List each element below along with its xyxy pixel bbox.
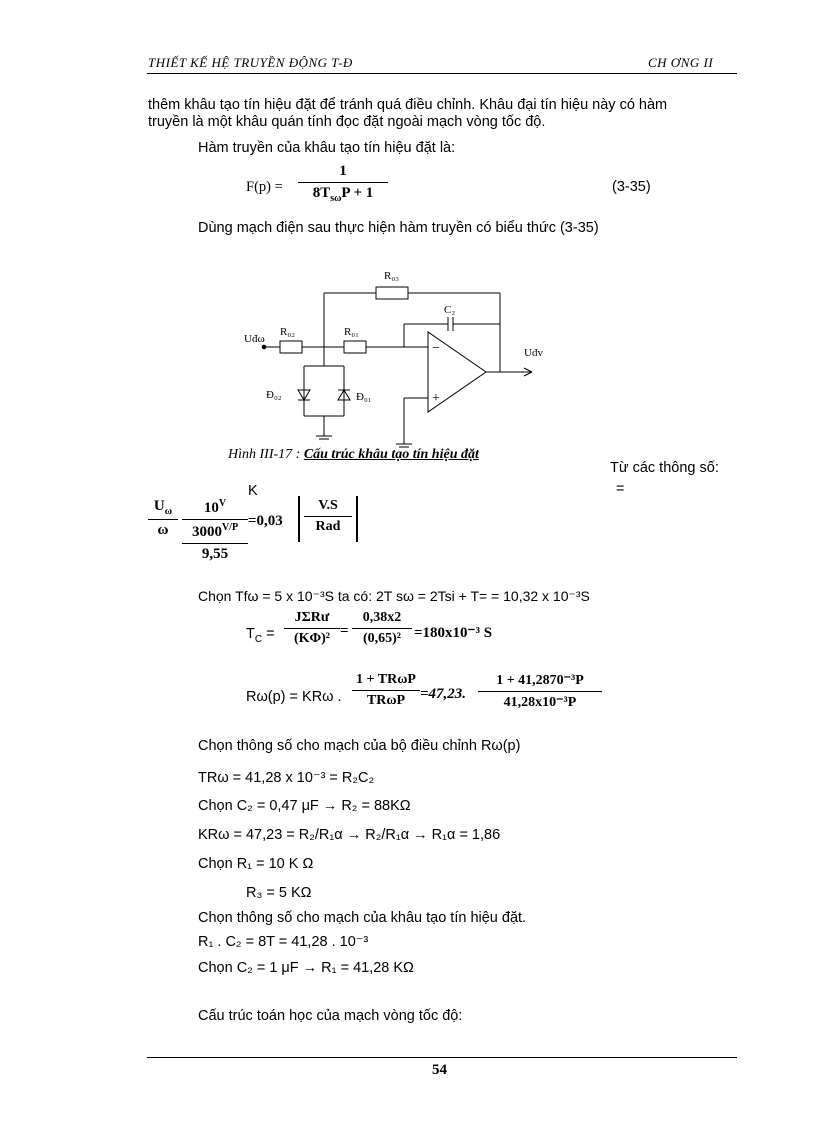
line-choose-signal: Chọn thông số cho mạch của khâu tạo tín hiệu đặt. — [198, 910, 527, 926]
line-choose-r1: Chọn R₁ = 10 K Ω — [198, 856, 314, 872]
tc-lhs: $T_C$ = — [246, 626, 275, 645]
line-r3: R₃ = 5 KΩ — [246, 885, 312, 901]
footer-rule — [147, 1057, 737, 1058]
figure-title: Cấu trúc khâu tạo tín hiệu đặt — [303, 447, 479, 462]
line-r1c2: R₁ . C₂ = 8T = 41,28 . 10⁻³ — [198, 934, 369, 950]
line-trw: TRω = 41,28 x 10⁻³ = R₂C₂ — [198, 770, 375, 786]
rw-num2: 1 + 41,2870⁻³P — [496, 673, 584, 688]
label-u-out: Uđv — [524, 347, 543, 359]
k-eq-main-fraction — [182, 498, 248, 563]
eq335-fraction — [298, 163, 388, 204]
params-text: Từ các thông số: — [610, 460, 719, 476]
tc-num: JΣRư — [294, 610, 330, 625]
k-eq-unit — [304, 498, 352, 535]
header-title: THIẾT KẾ HỆ TRUYỀN ĐỘNG T-Đ — [148, 55, 353, 70]
circuit-diagram — [240, 262, 560, 452]
k-label: K — [248, 483, 258, 499]
resistor-r02 — [280, 341, 302, 353]
eq335-label: (3-35) — [612, 179, 651, 195]
rw-lhs: Rω(p) = KRω . — [246, 689, 342, 705]
tc-fraction-symbolic — [284, 610, 340, 647]
k-eq-u: $U_\omega$ — [153, 498, 173, 517]
resistor-r01 — [344, 341, 366, 353]
label-r01: R₀₁ — [344, 326, 360, 338]
tc-result: =180x10⁻³ S — [414, 625, 493, 641]
header-chapter: CH ƠNG II — [648, 55, 714, 70]
rw-fraction-symbolic — [352, 672, 420, 709]
rw-mid: =47,23. — [420, 686, 467, 702]
k-eq-voltage: $10^V$ — [203, 498, 227, 516]
choose-tf-line: Chọn Tfω = 5 x 10⁻³S ta có: 2T sω = 2Tsi + T= = 10,32 x 10⁻³S — [198, 588, 590, 604]
k-eq-unit-brackets — [298, 496, 358, 542]
paragraph-line-2: truyền là một khâu quán tính đọc đặt ngoài mạch vòng tốc độ. — [148, 114, 546, 130]
page-number: 54 — [432, 1062, 447, 1078]
k-eq-unit-num: V.S — [318, 498, 338, 513]
tc-den2: (0,65)² — [362, 631, 402, 646]
header-rule — [147, 73, 737, 74]
k-eq-rpm: $3000^{V/P}$ — [191, 522, 239, 540]
label-d01: Đ₀₁ — [356, 391, 372, 403]
k-eq-omega: ω — [157, 522, 169, 538]
opamp-plus: + — [432, 391, 440, 406]
label-c2: C₂ — [444, 304, 456, 316]
closing-text: Cấu trúc toán học của mạch vòng tốc độ: — [198, 1008, 463, 1024]
intro-text: Hàm truyền của khâu tạo tín hiệu đặt là: — [198, 140, 456, 156]
rw-den2: 41,28x10⁻³P — [503, 695, 577, 710]
k-eq-u-fraction — [148, 498, 178, 539]
tc-num2: 0,38x2 — [362, 610, 402, 625]
rw-fraction-numeric — [478, 672, 602, 711]
k-eq-result: =0,03 — [248, 513, 283, 529]
label-r02: R₀₂ — [280, 326, 296, 338]
resistor-r03 — [376, 287, 408, 299]
label-d02: Đ₀₂ — [266, 389, 282, 401]
eq335-lhs: F(p) = — [246, 179, 283, 195]
figure-caption — [228, 447, 479, 463]
line-choose-params: Chọn thông số cho mạch của bộ điều chỉnh Rω(p) — [198, 738, 521, 754]
tc-den: (KΦ)² — [293, 631, 331, 646]
line-krw: KRω = 47,23 = R₂/R₁α → R₂/R₁α → R₁α = 1,86 — [198, 827, 501, 843]
figure-label: Hình III-17 : — [228, 447, 301, 462]
k-eq-divisor: 9,55 — [201, 546, 229, 562]
paragraph-line-1: thêm khâu tạo tín hiệu đặt để tránh quá điều chỉnh. Khâu đại tín hiệu này có hàm — [148, 97, 668, 113]
line-choose-c2: Chọn C₂ = 0,47 μF → R₂ = 88KΩ — [198, 798, 411, 814]
eq335-denominator: $8T_{s\omega}P + 1$ — [312, 185, 374, 204]
label-r03: R₀₃ — [384, 270, 400, 282]
rw-num: 1 + TRωP — [356, 672, 416, 687]
rw-den: TRωP — [366, 693, 406, 708]
line-choose-c2-1uf: Chọn C₂ = 1 μF → R₁ = 41,28 KΩ — [198, 960, 414, 976]
circuit-intro: Dùng mạch điện sau thực hiện hàm truyền có biểu thức (3-35) — [198, 220, 599, 236]
label-u-in: Uđω — [244, 333, 265, 345]
opamp-minus: − — [432, 341, 440, 356]
k-eq-unit-den: Rad — [315, 519, 341, 534]
equals-sign: = — [616, 481, 625, 497]
eq335-numerator: 1 — [339, 163, 347, 179]
tc-fraction-numeric — [352, 610, 412, 647]
